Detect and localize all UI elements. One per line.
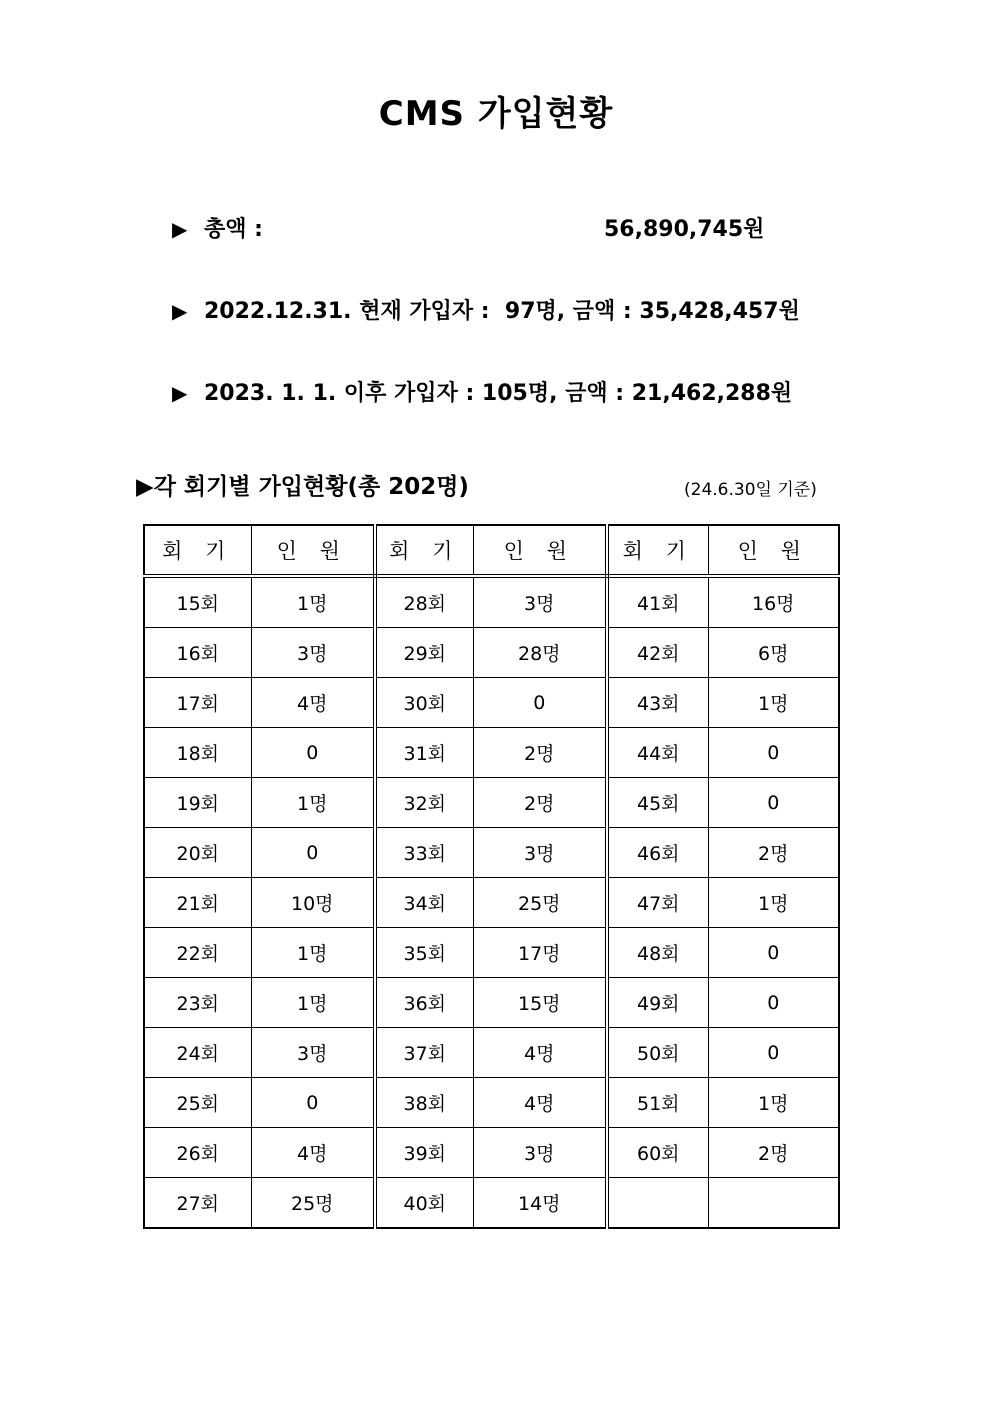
table-row <box>144 678 839 728</box>
members-cell: 0 <box>251 828 375 878</box>
session-cell: 36회 <box>375 978 473 1028</box>
members-cell: 25명 <box>473 878 607 928</box>
table-row <box>144 1078 839 1128</box>
members-cell: 28명 <box>473 628 607 678</box>
members-cell: 25명 <box>251 1178 375 1229</box>
section-title-text: 각 회기별 가입현황(총 202명) <box>153 474 469 500</box>
members-cell: 2명 <box>708 1128 839 1178</box>
session-cell: 60회 <box>607 1128 708 1178</box>
session-cell: 30회 <box>375 678 473 728</box>
session-cell: 20회 <box>144 828 251 878</box>
members-cell: 1명 <box>708 878 839 928</box>
members-cell: 2명 <box>708 828 839 878</box>
session-cell: 39회 <box>375 1128 473 1178</box>
table-row <box>144 928 839 978</box>
members-cell: 0 <box>708 728 839 778</box>
session-members-table <box>143 524 840 1229</box>
members-cell: 17명 <box>473 928 607 978</box>
session-cell <box>607 1178 708 1229</box>
session-cell: 31회 <box>375 728 473 778</box>
members-cell: 1명 <box>251 778 375 828</box>
table-row <box>144 1028 839 1078</box>
members-cell: 3명 <box>251 1028 375 1078</box>
members-cell: 1명 <box>251 576 375 628</box>
members-cell: 16명 <box>708 576 839 628</box>
members-cell: 4명 <box>251 678 375 728</box>
table-row <box>144 828 839 878</box>
session-cell: 35회 <box>375 928 473 978</box>
total-amount: 56,890,745원 <box>604 217 765 242</box>
header-session: 회 기 <box>375 525 473 576</box>
session-cell: 19회 <box>144 778 251 828</box>
session-cell: 22회 <box>144 928 251 978</box>
table-row <box>144 778 839 828</box>
session-cell: 15회 <box>144 576 251 628</box>
basis-date: (24.6.30일 기준) <box>684 480 817 500</box>
members-cell: 1명 <box>708 678 839 728</box>
table-row <box>144 978 839 1028</box>
members-cell: 3명 <box>473 828 607 878</box>
arrow-right-icon: ▶ <box>136 474 154 500</box>
session-cell: 18회 <box>144 728 251 778</box>
members-cell <box>708 1178 839 1229</box>
members-cell: 2명 <box>473 728 607 778</box>
session-cell: 16회 <box>144 628 251 678</box>
total-line <box>172 212 765 243</box>
session-cell: 42회 <box>607 628 708 678</box>
members-cell: 0 <box>251 1078 375 1128</box>
session-cell: 46회 <box>607 828 708 878</box>
session-cell: 21회 <box>144 878 251 928</box>
session-cell: 23회 <box>144 978 251 1028</box>
session-cell: 50회 <box>607 1028 708 1078</box>
table-row <box>144 1128 839 1178</box>
session-cell: 34회 <box>375 878 473 928</box>
header-members: 인 원 <box>251 525 375 576</box>
members-cell: 15명 <box>473 978 607 1028</box>
members-cell: 10명 <box>251 878 375 928</box>
members-cell: 1명 <box>251 928 375 978</box>
table-row <box>144 628 839 678</box>
session-cell: 37회 <box>375 1028 473 1078</box>
session-cell: 38회 <box>375 1078 473 1128</box>
session-cell: 33회 <box>375 828 473 878</box>
arrow-right-icon: ▶ <box>172 299 188 323</box>
header-session: 회 기 <box>607 525 708 576</box>
members-2022-text: 2022.12.31. 현재 가입자 : 97명, 금액 : 35,428,457원 <box>204 299 800 324</box>
section-title <box>136 468 469 501</box>
session-cell: 25회 <box>144 1078 251 1128</box>
members-cell: 14명 <box>473 1178 607 1229</box>
session-cell: 41회 <box>607 576 708 628</box>
members-cell: 0 <box>708 978 839 1028</box>
session-cell: 17회 <box>144 678 251 728</box>
members-cell: 0 <box>708 778 839 828</box>
session-cell: 29회 <box>375 628 473 678</box>
session-cell: 24회 <box>144 1028 251 1078</box>
session-cell: 51회 <box>607 1078 708 1128</box>
members-cell: 3명 <box>473 1128 607 1178</box>
table-header-row <box>144 525 839 576</box>
session-cell: 45회 <box>607 778 708 828</box>
total-label: 총액 : <box>204 217 263 242</box>
session-cell: 44회 <box>607 728 708 778</box>
table-row <box>144 576 839 628</box>
table-row <box>144 728 839 778</box>
arrow-right-icon: ▶ <box>172 381 188 405</box>
members-cell: 0 <box>473 678 607 728</box>
session-cell: 40회 <box>375 1178 473 1229</box>
members-cell: 0 <box>708 1028 839 1078</box>
session-cell: 32회 <box>375 778 473 828</box>
members-cell: 3명 <box>473 576 607 628</box>
session-cell: 28회 <box>375 576 473 628</box>
session-cell: 47회 <box>607 878 708 928</box>
arrow-right-icon: ▶ <box>172 217 188 241</box>
members-cell: 2명 <box>473 778 607 828</box>
members-cell: 3명 <box>251 628 375 678</box>
members-2023-text: 2023. 1. 1. 이후 가입자 : 105명, 금액 : 21,462,288원 <box>204 381 793 406</box>
page-title: CMS 가입현황 <box>378 94 614 134</box>
header-session: 회 기 <box>144 525 251 576</box>
table-row <box>144 1178 839 1229</box>
session-cell: 48회 <box>607 928 708 978</box>
header-members: 인 원 <box>708 525 839 576</box>
members-cell: 4명 <box>473 1078 607 1128</box>
session-cell: 26회 <box>144 1128 251 1178</box>
members-cell: 0 <box>251 728 375 778</box>
members-cell: 6명 <box>708 628 839 678</box>
session-cell: 43회 <box>607 678 708 728</box>
members-cell: 0 <box>708 928 839 978</box>
session-cell: 49회 <box>607 978 708 1028</box>
members-2022-line <box>172 294 800 325</box>
members-cell: 1명 <box>251 978 375 1028</box>
header-members: 인 원 <box>473 525 607 576</box>
table-row <box>144 878 839 928</box>
members-2023-line <box>172 376 792 407</box>
session-cell: 27회 <box>144 1178 251 1229</box>
members-cell: 4명 <box>473 1028 607 1078</box>
members-cell: 4명 <box>251 1128 375 1178</box>
members-cell: 1명 <box>708 1078 839 1128</box>
